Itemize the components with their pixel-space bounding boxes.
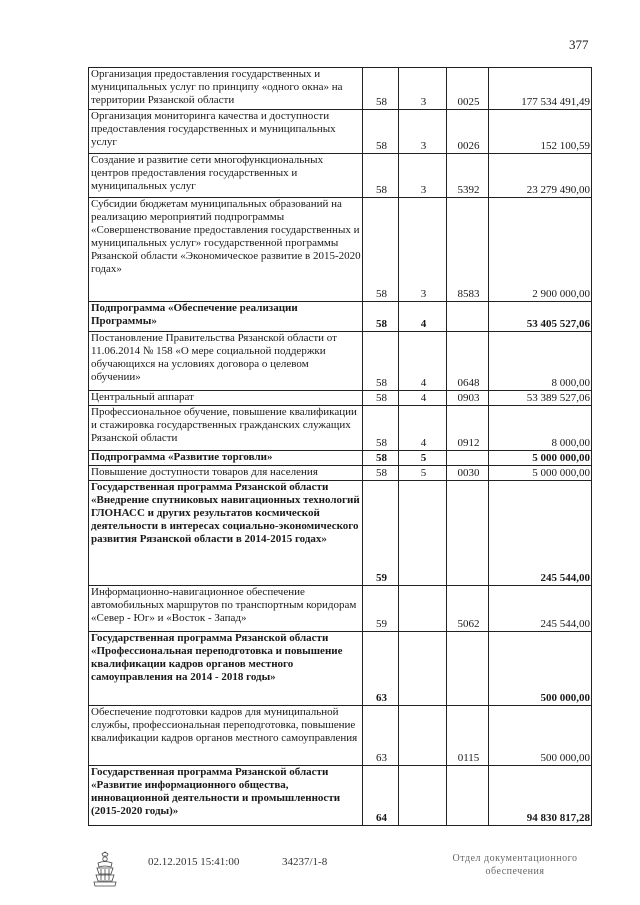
- footer-department-stamp: Отдел документационного обеспечения: [452, 853, 578, 877]
- row-amount-cell: 152 100,59: [489, 110, 592, 154]
- row-name-cell: Организация предоставления государственных и муниципальных услуг по принципу «одного окна» на территории Рязанской области: [89, 68, 363, 110]
- row-name-cell: Центральный аппарат: [89, 391, 363, 406]
- table-row: [89, 154, 592, 198]
- row-code-1-cell: 58: [363, 406, 399, 451]
- row-amount-cell: 177 534 491,49: [489, 68, 592, 110]
- row-amount-cell: 245 544,00: [489, 481, 592, 586]
- row-amount-cell: 53 389 527,06: [489, 391, 592, 406]
- row-code-2-cell: [399, 632, 447, 706]
- row-code-3-cell: 0025: [447, 68, 489, 110]
- row-code-1-cell: 64: [363, 766, 399, 826]
- row-code-1-cell: 58: [363, 302, 399, 332]
- row-code-2-cell: 5: [399, 451, 447, 466]
- row-code-1-cell: 58: [363, 451, 399, 466]
- row-code-2-cell: 4: [399, 391, 447, 406]
- row-amount-cell: 8 000,00: [489, 406, 592, 451]
- row-amount-cell: 5 000 000,00: [489, 466, 592, 481]
- row-code-3-cell: 5392: [447, 154, 489, 198]
- row-code-1-cell: 59: [363, 481, 399, 586]
- row-code-2-cell: 3: [399, 154, 447, 198]
- table-row: [89, 481, 592, 586]
- row-code-3-cell: [447, 766, 489, 826]
- row-code-2-cell: 3: [399, 110, 447, 154]
- table-row: [89, 391, 592, 406]
- row-code-1-cell: 58: [363, 332, 399, 391]
- row-amount-cell: 94 830 817,28: [489, 766, 592, 826]
- table-row: [89, 466, 592, 481]
- row-name-cell: Подпрограмма «Развитие торговли»: [89, 451, 363, 466]
- row-code-1-cell: 58: [363, 110, 399, 154]
- row-code-2-cell: [399, 586, 447, 632]
- row-code-1-cell: 58: [363, 466, 399, 481]
- row-code-1-cell: 63: [363, 632, 399, 706]
- row-code-3-cell: 0026: [447, 110, 489, 154]
- row-code-2-cell: 3: [399, 198, 447, 302]
- table-row: [89, 302, 592, 332]
- row-code-1-cell: 58: [363, 198, 399, 302]
- row-code-3-cell: 5062: [447, 586, 489, 632]
- row-code-1-cell: 58: [363, 154, 399, 198]
- row-amount-cell: 500 000,00: [489, 706, 592, 766]
- row-name-cell: Организация мониторинга качества и доступности предоставления государственных и муниципальных услуг: [89, 110, 363, 154]
- row-amount-cell: 23 279 490,00: [489, 154, 592, 198]
- row-amount-cell: 8 000,00: [489, 332, 592, 391]
- footer-document-code: 34237/1-8: [282, 856, 328, 868]
- row-code-3-cell: 0912: [447, 406, 489, 451]
- row-code-2-cell: 4: [399, 406, 447, 451]
- table-row: [89, 706, 592, 766]
- row-code-2-cell: 4: [399, 302, 447, 332]
- row-code-2-cell: [399, 766, 447, 826]
- table-row: [89, 766, 592, 826]
- row-name-cell: Постановление Правительства Рязанской области от 11.06.2014 № 158 «О мере социальной поддержки обучающихся на условиях договора о целевом обучении»: [89, 332, 363, 391]
- row-code-1-cell: 59: [363, 586, 399, 632]
- coat-of-arms-emblem-icon: [90, 851, 120, 887]
- row-amount-cell: 2 900 000,00: [489, 198, 592, 302]
- row-name-cell: Подпрограмма «Обеспечение реализации Программы»: [89, 302, 363, 332]
- row-amount-cell: 53 405 527,06: [489, 302, 592, 332]
- row-name-cell: Обеспечение подготовки кадров для муниципальной службы, профессиональная переподготовка, повышение квалификации кадров органов местного самоуправления: [89, 706, 363, 766]
- table-row: [89, 110, 592, 154]
- footer-datetime: 02.12.2015 15:41:00: [148, 856, 240, 868]
- row-name-cell: Профессиональное обучение, повышение квалификации и стажировка государственных гражданских служащих Рязанской области: [89, 406, 363, 451]
- table-row: [89, 586, 592, 632]
- row-code-1-cell: 63: [363, 706, 399, 766]
- row-name-cell: Повышение доступности товаров для населения: [89, 466, 363, 481]
- table-row: [89, 68, 592, 110]
- row-code-3-cell: 0903: [447, 391, 489, 406]
- row-name-cell: Субсидии бюджетам муниципальных образований на реализацию мероприятий подпрограммы «Совершенствование предоставления государственных и муниципальных услуг» государственной программы Рязанской области «Экономическое развитие в 2015-2020 годах»: [89, 198, 363, 302]
- row-code-2-cell: 5: [399, 466, 447, 481]
- page-number: 377: [569, 37, 589, 52]
- row-code-3-cell: 8583: [447, 198, 489, 302]
- table-row: [89, 451, 592, 466]
- row-amount-cell: 5 000 000,00: [489, 451, 592, 466]
- row-name-cell: Государственная программа Рязанской области «Развитие информационного общества, инновационной деятельности и промышленности (2015-2020 годы)»: [89, 766, 363, 826]
- row-code-3-cell: [447, 481, 489, 586]
- row-name-cell: Создание и развитие сети многофункциональных центров предоставления государственных и муниципальных услуг: [89, 154, 363, 198]
- row-code-3-cell: [447, 632, 489, 706]
- table-row: [89, 332, 592, 391]
- row-code-3-cell: 0115: [447, 706, 489, 766]
- row-amount-cell: 500 000,00: [489, 632, 592, 706]
- row-code-3-cell: 0648: [447, 332, 489, 391]
- row-code-3-cell: 0030: [447, 466, 489, 481]
- row-code-2-cell: 3: [399, 68, 447, 110]
- row-code-2-cell: [399, 481, 447, 586]
- budget-table: [88, 67, 592, 826]
- table-row: [89, 632, 592, 706]
- row-code-1-cell: 58: [363, 391, 399, 406]
- table-row: [89, 198, 592, 302]
- row-amount-cell: 245 544,00: [489, 586, 592, 632]
- table-row: [89, 406, 592, 451]
- row-name-cell: Информационно-навигационное обеспечение автомобильных маршрутов по транспортным коридорам «Север - Юг» и «Восток - Запад»: [89, 586, 363, 632]
- row-code-2-cell: 4: [399, 332, 447, 391]
- row-name-cell: Государственная программа Рязанской области «Внедрение спутниковых навигационных технологий ГЛОНАСС и других результатов космической деятельности в интересах социально-экономического развития Рязанской области в 2014-2015 годах»: [89, 481, 363, 586]
- row-code-1-cell: 58: [363, 68, 399, 110]
- row-code-2-cell: [399, 706, 447, 766]
- row-code-3-cell: [447, 302, 489, 332]
- row-name-cell: Государственная программа Рязанской области «Профессиональная переподготовка и повышение квалификации кадров органов местного самоуправления на 2014 - 2018 годы»: [89, 632, 363, 706]
- row-code-3-cell: [447, 451, 489, 466]
